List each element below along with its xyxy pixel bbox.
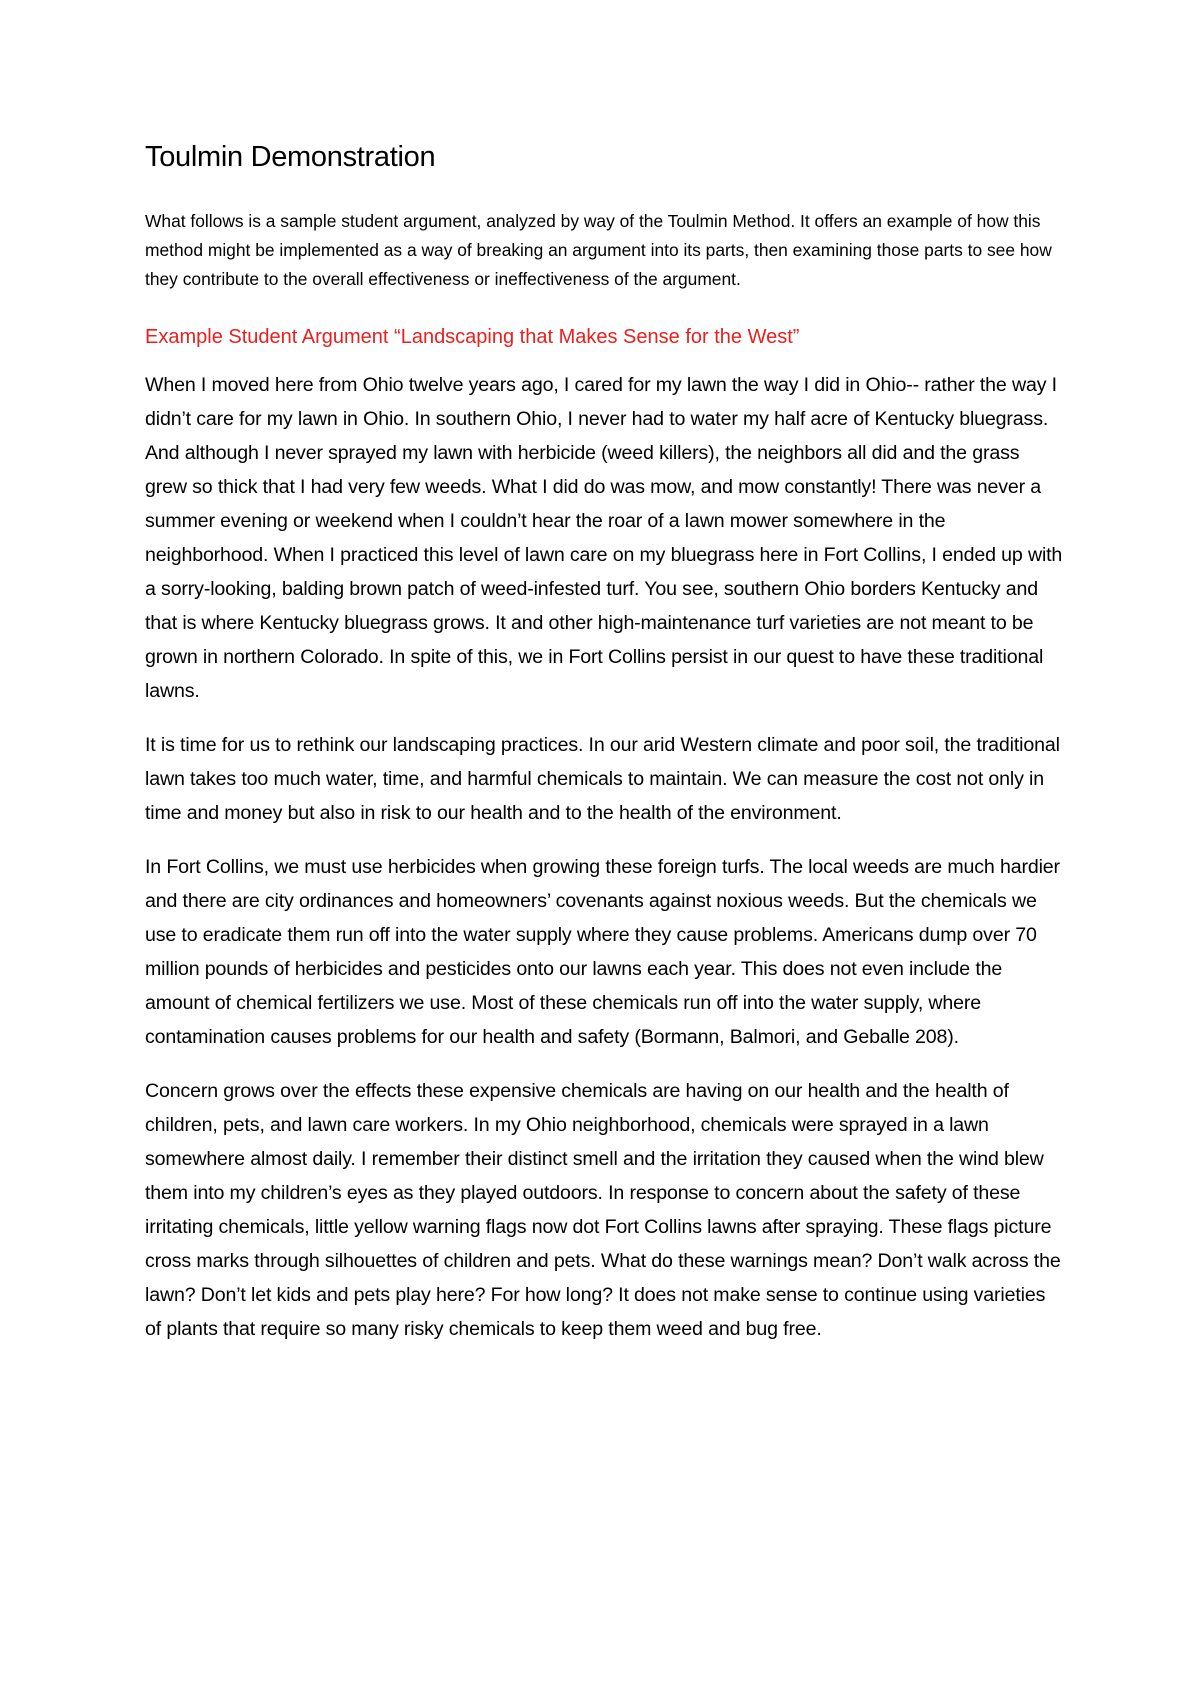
document-page [145, 140, 1065, 1366]
argument-subheading: Example Student Argument “Landscaping that Makes Sense for the West” [145, 325, 800, 348]
argument-paragraph-1: When I moved here from Ohio twelve years ago, I cared for my lawn the way I did in Ohio-- rather the way I didn’t care for my lawn in Ohio. In southern Ohio, I never had to water my half acre of Kentucky bluegrass. And although I never sprayed my lawn with herbicide (weed killers), the neighbors all did and the grass grew so thick that I had very few weeds. What I did do was mow, and mow constantly! There was never a summer evening or weekend when I couldn’t hear the roar of a lawn mower somewhere in the neighborhood. When I practiced this level of lawn care on my bluegrass here in Fort Collins, I ended up with a sorry-looking, balding brown patch of weed-infested turf. You see, southern Ohio borders Kentucky and that is where Kentucky bluegrass grows. It and other high-maintenance turf varieties are not meant to be grown in northern Colorado. In spite of this, we in Fort Collins persist in our quest to have these traditional lawns. [145, 373, 1063, 702]
argument-paragraph-3: In Fort Collins, we must use herbicides when growing these foreign turfs. The local weeds are much hardier and there are city ordinances and homeowners’ covenants against noxious weeds. But the chemicals we use to eradicate them run off into the water supply where they cause problems. Americans dump over 70 million pounds of herbicides and pesticides onto our lawns each year. This does not even include the amount of chemical fertilizers we use. Most of these chemicals run off into the water supply, where contamination causes problems for our health and safety (Bormann, Balmori, and Geballe 208). [145, 855, 1060, 1048]
document-title: Toulmin Demonstration [145, 141, 436, 173]
argument-paragraph-4: Concern grows over the effects these expensive chemicals are having on our health and the health of children, pets, and lawn care workers. In my Ohio neighborhood, chemicals were sprayed in a lawn somewhere almost daily. I remember their distinct smell and the irritation they caused when the wind blew them into my children’s eyes as they played outdoors. In response to concern about the safety of these irritating chemicals, little yellow warning flags now dot Fort Collins lawns after spraying. These flags picture cross marks through silhouettes of children and pets. What do these warnings mean? Don’t walk across the lawn? Don’t let kids and pets play here? For how long? It does not make sense to continue using varieties of plants that require so many risky chemicals to keep them weed and bug free. [145, 1079, 1061, 1340]
intro-paragraph: What follows is a sample student argument, analyzed by way of the Toulmin Method. It offers an example of how this method might be implemented as a way of breaking an argument into its parts, then examining those parts to see how they contribute to the overall effectiveness or ineffectiveness of the argument. [145, 210, 1052, 289]
argument-paragraph-2: It is time for us to rethink our landscaping practices. In our arid Western climate and poor soil, the traditional lawn takes too much water, time, and harmful chemicals to maintain. We can measure the cost not only in time and money but also in risk to our health and to the health of the environment. [145, 733, 1060, 824]
